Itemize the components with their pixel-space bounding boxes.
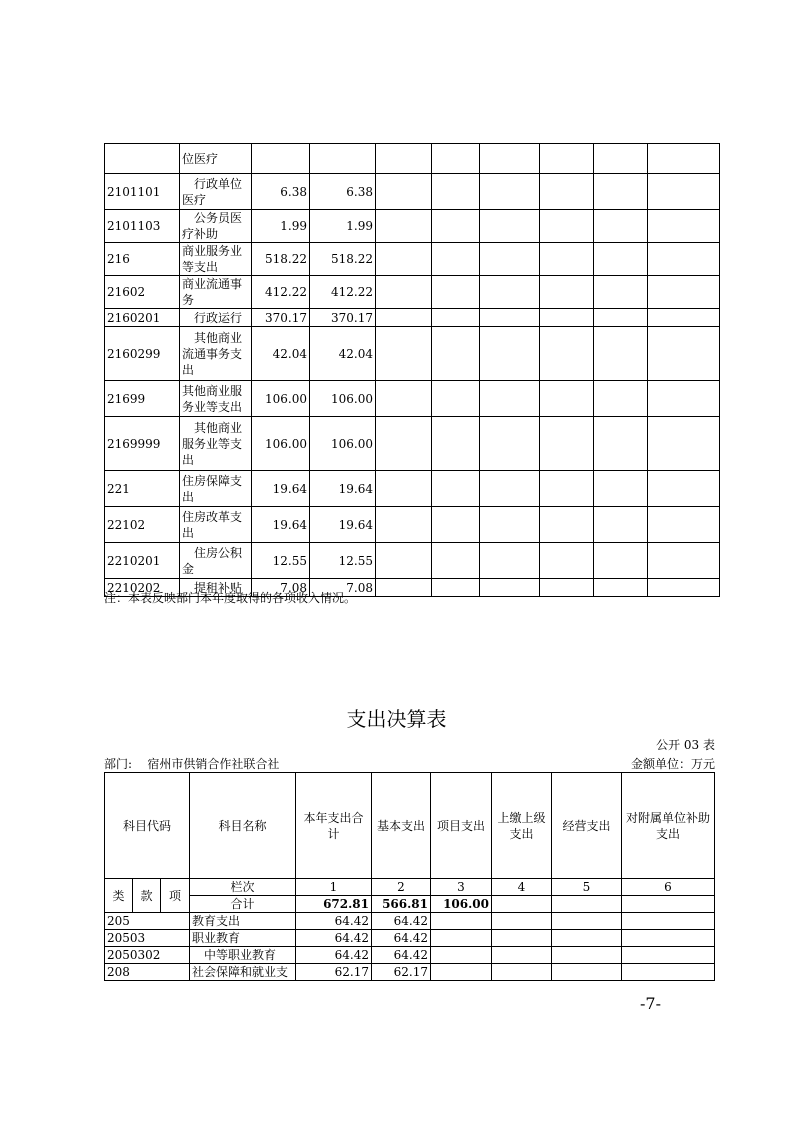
empty-cell bbox=[376, 276, 432, 309]
table-row bbox=[105, 947, 715, 964]
empty-cell bbox=[622, 964, 715, 981]
empty-cell bbox=[432, 579, 480, 597]
header-project: 项目支出 bbox=[431, 773, 492, 879]
empty-cell bbox=[480, 417, 540, 471]
empty-cell bbox=[492, 947, 552, 964]
empty-cell bbox=[594, 507, 648, 543]
code-cell: 221 bbox=[105, 471, 180, 507]
total-cell: 64.42 bbox=[296, 947, 372, 964]
table-note: 注：本表反映部门本年度取得的各项收入情况。 bbox=[104, 591, 357, 605]
header-xiang: 项 bbox=[161, 879, 190, 913]
empty-cell bbox=[376, 210, 432, 243]
header-kuan: 款 bbox=[133, 879, 161, 913]
table-row bbox=[105, 381, 720, 417]
name-cell: 其他商业服务业等支出 bbox=[180, 417, 252, 471]
total-amount: 672.81 bbox=[296, 896, 372, 913]
basic-cell: 62.17 bbox=[372, 964, 431, 981]
basic-cell: 518.22 bbox=[310, 243, 376, 276]
total-upper bbox=[492, 896, 552, 913]
empty-cell bbox=[432, 210, 480, 243]
empty-cell bbox=[540, 210, 594, 243]
empty-cell bbox=[376, 579, 432, 597]
empty-cell bbox=[432, 144, 480, 174]
amount-cell: 42.04 bbox=[252, 327, 310, 381]
table-row bbox=[105, 174, 720, 210]
amount-cell bbox=[252, 144, 310, 174]
empty-cell bbox=[648, 471, 720, 507]
amount-cell: 12.55 bbox=[252, 543, 310, 579]
empty-cell bbox=[376, 543, 432, 579]
empty-cell bbox=[431, 947, 492, 964]
empty-cell bbox=[480, 243, 540, 276]
name-cell: 商业服务业等支出 bbox=[180, 243, 252, 276]
empty-cell bbox=[648, 381, 720, 417]
expenditure-table bbox=[104, 772, 715, 981]
table-row bbox=[105, 210, 720, 243]
basic-cell: 64.42 bbox=[372, 913, 431, 930]
empty-cell bbox=[480, 276, 540, 309]
empty-cell bbox=[648, 144, 720, 174]
department-label: 部门: bbox=[104, 757, 133, 771]
empty-cell bbox=[431, 930, 492, 947]
empty-cell bbox=[552, 913, 622, 930]
empty-cell bbox=[594, 417, 648, 471]
empty-cell bbox=[594, 309, 648, 327]
empty-cell bbox=[594, 579, 648, 597]
name-cell: 教育支出 bbox=[190, 913, 296, 930]
empty-cell bbox=[480, 471, 540, 507]
amount-cell: 19.64 bbox=[252, 471, 310, 507]
empty-cell bbox=[376, 471, 432, 507]
table-row bbox=[105, 471, 720, 507]
basic-cell: 6.38 bbox=[310, 174, 376, 210]
header-subsidy: 对附属单位补助支出 bbox=[622, 773, 715, 879]
name-cell: 住房改革支出 bbox=[180, 507, 252, 543]
empty-cell bbox=[594, 210, 648, 243]
empty-cell bbox=[594, 381, 648, 417]
empty-cell bbox=[540, 579, 594, 597]
empty-cell bbox=[432, 417, 480, 471]
code-cell: 2101101 bbox=[105, 174, 180, 210]
basic-cell bbox=[310, 144, 376, 174]
basic-cell: 412.22 bbox=[310, 276, 376, 309]
basic-cell: 7.08 bbox=[310, 579, 376, 597]
table-row bbox=[105, 276, 720, 309]
basic-cell: 106.00 bbox=[310, 417, 376, 471]
empty-cell bbox=[431, 913, 492, 930]
empty-cell bbox=[648, 276, 720, 309]
total-basic: 566.81 bbox=[372, 896, 431, 913]
amount-cell: 412.22 bbox=[252, 276, 310, 309]
total-label: 合计 bbox=[190, 896, 296, 913]
empty-cell bbox=[622, 913, 715, 930]
name-cell: 商业流通事务 bbox=[180, 276, 252, 309]
empty-cell bbox=[432, 327, 480, 381]
header-upper: 上缴上级支出 bbox=[492, 773, 552, 879]
empty-cell bbox=[480, 210, 540, 243]
empty-cell bbox=[594, 276, 648, 309]
empty-cell bbox=[594, 543, 648, 579]
empty-cell bbox=[492, 930, 552, 947]
name-cell: 社会保障和就业支 bbox=[190, 964, 296, 981]
empty-cell bbox=[540, 144, 594, 174]
basic-cell: 370.17 bbox=[310, 309, 376, 327]
table-row bbox=[105, 543, 720, 579]
empty-cell bbox=[432, 276, 480, 309]
code-cell: 22102 bbox=[105, 507, 180, 543]
col-index-6: 6 bbox=[622, 879, 715, 896]
col-index-2: 2 bbox=[372, 879, 431, 896]
name-cell: 其他商业流通事务支出 bbox=[180, 327, 252, 381]
code-cell: 2160299 bbox=[105, 327, 180, 381]
form-number: 公开 03 表 bbox=[656, 738, 715, 752]
name-cell: 公务员医疗补助 bbox=[180, 210, 252, 243]
department-name: 宿州市供销合作社联合社 bbox=[147, 757, 280, 771]
name-cell: 行政单位医疗 bbox=[180, 174, 252, 210]
empty-cell bbox=[540, 417, 594, 471]
code-cell: 21699 bbox=[105, 381, 180, 417]
amount-cell: 19.64 bbox=[252, 507, 310, 543]
empty-cell bbox=[540, 276, 594, 309]
code-cell: 2210202 bbox=[105, 579, 180, 597]
empty-cell bbox=[376, 144, 432, 174]
name-cell: 位医疗 bbox=[180, 144, 252, 174]
empty-cell bbox=[552, 964, 622, 981]
name-cell: 职业教育 bbox=[190, 930, 296, 947]
basic-cell: 1.99 bbox=[310, 210, 376, 243]
empty-cell bbox=[540, 309, 594, 327]
total-cell: 62.17 bbox=[296, 964, 372, 981]
empty-cell bbox=[480, 543, 540, 579]
empty-cell bbox=[594, 471, 648, 507]
empty-cell bbox=[648, 309, 720, 327]
empty-cell bbox=[376, 309, 432, 327]
empty-cell bbox=[376, 327, 432, 381]
empty-cell bbox=[480, 174, 540, 210]
empty-cell bbox=[376, 243, 432, 276]
empty-cell bbox=[492, 913, 552, 930]
total-cell: 64.42 bbox=[296, 913, 372, 930]
empty-cell bbox=[480, 309, 540, 327]
col-index-5: 5 bbox=[552, 879, 622, 896]
basic-cell: 64.42 bbox=[372, 947, 431, 964]
name-cell: 住房保障支出 bbox=[180, 471, 252, 507]
empty-cell bbox=[648, 417, 720, 471]
amount-cell: 6.38 bbox=[252, 174, 310, 210]
empty-cell bbox=[540, 327, 594, 381]
code-cell: 205 bbox=[105, 913, 190, 930]
header-lanci: 栏次 bbox=[190, 879, 296, 896]
empty-cell bbox=[648, 210, 720, 243]
amount-cell: 370.17 bbox=[252, 309, 310, 327]
basic-cell: 106.00 bbox=[310, 381, 376, 417]
table-row bbox=[105, 930, 715, 947]
empty-cell bbox=[540, 471, 594, 507]
name-cell: 中等职业教育 bbox=[190, 947, 296, 964]
col-index-4: 4 bbox=[492, 879, 552, 896]
col-index-1: 1 bbox=[296, 879, 372, 896]
name-cell: 住房公积金 bbox=[180, 543, 252, 579]
empty-cell bbox=[432, 243, 480, 276]
empty-cell bbox=[431, 964, 492, 981]
code-cell: 216 bbox=[105, 243, 180, 276]
amount-unit: 金额单位：万元 bbox=[630, 757, 715, 771]
name-cell: 提租补贴 bbox=[180, 579, 252, 597]
table-row bbox=[105, 417, 720, 471]
empty-cell bbox=[648, 579, 720, 597]
empty-cell bbox=[432, 309, 480, 327]
empty-cell bbox=[492, 964, 552, 981]
page-number: -7- bbox=[640, 994, 661, 1013]
empty-cell bbox=[540, 243, 594, 276]
table-row bbox=[105, 913, 715, 930]
table-row bbox=[105, 507, 720, 543]
empty-cell bbox=[552, 930, 622, 947]
empty-cell bbox=[552, 947, 622, 964]
empty-cell bbox=[648, 327, 720, 381]
table-row bbox=[105, 243, 720, 276]
empty-cell bbox=[376, 417, 432, 471]
empty-cell bbox=[622, 930, 715, 947]
empty-cell bbox=[648, 507, 720, 543]
empty-cell bbox=[376, 507, 432, 543]
code-cell: 2101103 bbox=[105, 210, 180, 243]
amount-cell: 7.08 bbox=[252, 579, 310, 597]
empty-cell bbox=[480, 507, 540, 543]
total-business bbox=[552, 896, 622, 913]
code-cell bbox=[105, 144, 180, 174]
code-cell: 21602 bbox=[105, 276, 180, 309]
header-lei: 类 bbox=[105, 879, 133, 913]
basic-cell: 19.64 bbox=[310, 507, 376, 543]
table-row bbox=[105, 964, 715, 981]
empty-cell bbox=[648, 243, 720, 276]
total-project: 106.00 bbox=[431, 896, 492, 913]
empty-cell bbox=[594, 243, 648, 276]
code-cell: 2160201 bbox=[105, 309, 180, 327]
empty-cell bbox=[376, 174, 432, 210]
header-code: 科目代码 bbox=[105, 773, 190, 879]
total-subsidy bbox=[622, 896, 715, 913]
basic-cell: 12.55 bbox=[310, 543, 376, 579]
table-row bbox=[105, 144, 720, 174]
code-cell: 20503 bbox=[105, 930, 190, 947]
empty-cell bbox=[622, 947, 715, 964]
empty-cell bbox=[432, 543, 480, 579]
total-cell: 64.42 bbox=[296, 930, 372, 947]
empty-cell bbox=[480, 579, 540, 597]
empty-cell bbox=[432, 471, 480, 507]
empty-cell bbox=[540, 507, 594, 543]
empty-cell bbox=[594, 144, 648, 174]
empty-cell bbox=[376, 381, 432, 417]
amount-cell: 106.00 bbox=[252, 381, 310, 417]
empty-cell bbox=[648, 174, 720, 210]
code-cell: 2050302 bbox=[105, 947, 190, 964]
header-basic: 基本支出 bbox=[372, 773, 431, 879]
code-cell: 2169999 bbox=[105, 417, 180, 471]
header-business: 经营支出 bbox=[552, 773, 622, 879]
table-row bbox=[105, 327, 720, 381]
name-cell: 行政运行 bbox=[180, 309, 252, 327]
amount-cell: 1.99 bbox=[252, 210, 310, 243]
empty-cell bbox=[480, 144, 540, 174]
department-line bbox=[104, 755, 279, 772]
empty-cell bbox=[432, 507, 480, 543]
amount-cell: 518.22 bbox=[252, 243, 310, 276]
header-name: 科目名称 bbox=[190, 773, 296, 879]
empty-cell bbox=[540, 381, 594, 417]
amount-cell: 106.00 bbox=[252, 417, 310, 471]
empty-cell bbox=[594, 174, 648, 210]
empty-cell bbox=[480, 327, 540, 381]
basic-cell: 19.64 bbox=[310, 471, 376, 507]
table-row bbox=[105, 309, 720, 327]
empty-cell bbox=[480, 381, 540, 417]
basic-cell: 42.04 bbox=[310, 327, 376, 381]
empty-cell bbox=[540, 174, 594, 210]
empty-cell bbox=[594, 327, 648, 381]
header-total: 本年支出合计 bbox=[296, 773, 372, 879]
basic-cell: 64.42 bbox=[372, 930, 431, 947]
col-index-3: 3 bbox=[431, 879, 492, 896]
empty-cell bbox=[432, 174, 480, 210]
income-table-continued bbox=[104, 143, 720, 597]
empty-cell bbox=[432, 381, 480, 417]
empty-cell bbox=[648, 543, 720, 579]
name-cell: 其他商业服务业等支出 bbox=[180, 381, 252, 417]
empty-cell bbox=[540, 543, 594, 579]
code-cell: 208 bbox=[105, 964, 190, 981]
page-title: 支出决算表 bbox=[346, 707, 447, 731]
code-cell: 2210201 bbox=[105, 543, 180, 579]
